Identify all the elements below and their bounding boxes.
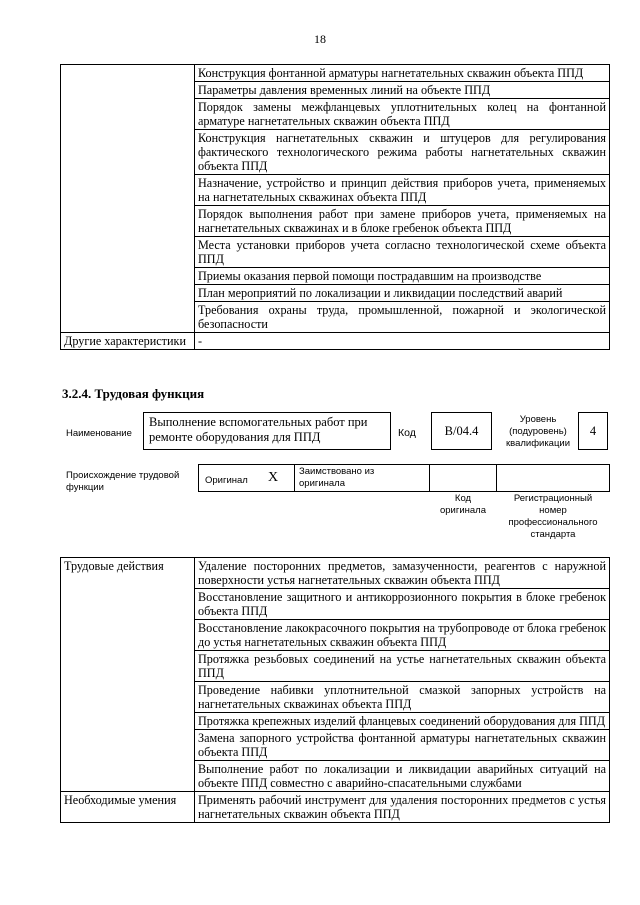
actions-item: Протяжка резьбовых соединений на устье нагнетательных скважин объекта ППД — [195, 651, 610, 682]
knowledge-item: Порядок замены межфланцевых уплотнительных колец на фонтанной арматуре нагнетательных скважин объекта ППД — [195, 99, 610, 130]
function-name-box — [143, 412, 391, 450]
actions-table — [60, 557, 610, 823]
original-label: Оригинал — [205, 475, 248, 486]
code-value: B/04.4 — [444, 424, 479, 438]
code-box — [431, 412, 492, 450]
table-row — [61, 558, 610, 589]
actions-item: Проведение набивки уплотнительной смазкой запорных устройств на нагнетательных скважинах объекта ППД — [195, 682, 610, 713]
knowledge-item: Порядок выполнения работ при замене приборов учета, применяемых на нагнетательных скважинах и в блоке гребенок объекта ППД — [195, 206, 610, 237]
actions-item: Удаление посторонних предметов, замазученности, реагентов с наружной поверхности устья нагнетательных скважин объекта ППД — [195, 558, 610, 589]
actions-item: Восстановление защитного и антикоррозионного покрытия в блоке гребенок объекта ППД — [195, 589, 610, 620]
skills-item: Применять рабочий инструмент для удаления посторонних предметов с устья нагнетательных скважин объекта ППД — [195, 792, 610, 823]
divider — [496, 464, 497, 492]
page-number: 18 — [314, 32, 326, 46]
section-heading: 3.2.4. Трудовая функция — [62, 386, 205, 401]
table-row — [61, 792, 610, 823]
knowledge-item: Конструкция фонтанной арматуры нагнетательных скважин объекта ППД — [195, 65, 610, 82]
knowledge-item: Параметры давления временных линий на объекте ППД — [195, 82, 610, 99]
knowledge-item: Приемы оказания первой помощи пострадавшим на производстве — [195, 268, 610, 285]
origin-label: Происхождение трудовой функции — [66, 470, 180, 493]
knowledge-table — [60, 64, 610, 350]
knowledge-item: Места установки приборов учета согласно технологической схеме объекта ППД — [195, 237, 610, 268]
original-mark: X — [268, 470, 279, 485]
actions-item: Восстановление лакокрасочного покрытия на трубопроводе от блока гребенок до устья нагнетательных скважин объекта ППД — [195, 620, 610, 651]
divider — [429, 464, 430, 492]
row-label-cell — [61, 65, 195, 333]
knowledge-item: Конструкция нагнетательных скважин и штуцеров для регулирования фактического технологического режима работы нагнетательных скважин объекта ППД — [195, 130, 610, 175]
level-box — [578, 412, 608, 450]
other-label: Другие характеристики — [61, 333, 195, 350]
code-label: Код — [398, 427, 416, 439]
function-name: Выполнение вспомогательных работ при ремонте оборудования для ППД — [149, 415, 368, 444]
level-value: 4 — [589, 424, 597, 438]
actions-label: Трудовые действия — [61, 558, 195, 792]
table-row — [61, 65, 610, 82]
level-label: Уровень (подуровень) квалификации — [505, 414, 571, 449]
table-row — [61, 333, 610, 350]
divider — [294, 464, 295, 492]
skills-label: Необходимые умения — [61, 792, 195, 823]
name-label: Наименование — [66, 428, 132, 439]
knowledge-item: Требования охраны труда, промышленной, пожарной и экологической безопасности — [195, 302, 610, 333]
code-caption: Код оригинала — [439, 493, 486, 516]
actions-item: Выполнение работ по локализации и ликвидации аварийных ситуаций на объекте ППД совместно с аварийно-спасательными службами — [195, 761, 610, 792]
knowledge-item: План мероприятий по локализации и ликвидации последствий аварий — [195, 285, 610, 302]
borrowed-label: Заимствовано из оригинала — [299, 466, 375, 489]
actions-item: Протяжка крепежных изделий фланцевых соединений оборудования для ППД — [195, 713, 610, 730]
knowledge-item: Назначение, устройство и принцип действия приборов учета, применяемых на нагнетательных скважинах объекта ППД — [195, 175, 610, 206]
other-value: - — [195, 333, 610, 350]
reg-caption: Регистрационный номер профессионального стандарта — [508, 493, 598, 540]
actions-item: Замена запорного устройства фонтанной арматуры нагнетательных скважин объекта ППД — [195, 730, 610, 761]
